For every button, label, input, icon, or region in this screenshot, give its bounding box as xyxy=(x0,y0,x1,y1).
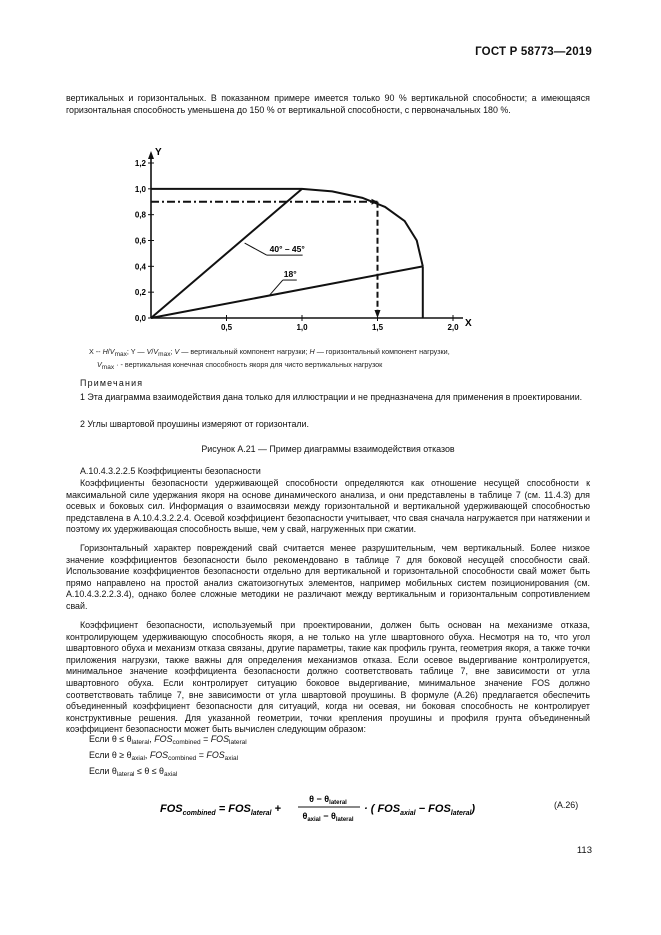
condition-2: Если $\theta \ge \theta_{axial}$, $FOS_{combined} = FOS_{axial}$ xyxy=(89,750,239,762)
y-tick-label: 1,0 xyxy=(134,184,146,194)
annotation-angle-40-45: 40° – 45° xyxy=(269,244,305,255)
interaction-chart xyxy=(95,140,495,340)
y-tick-label: 0,2 xyxy=(134,288,146,298)
note-1: 1 Эта диаграмма взаимодействия дана только для иллюстрации и не предназначена для применения в проектировании. xyxy=(80,392,583,402)
paragraph-2: Горизонтальный характер повреждений свай считается менее разрушительным, чем вертикальный. Более низкое значение коэффициентов безопасности было рекомендовано в таблице 7 для боковой несущей способности свай. Использование коэффициентов безопасности отдельно для вертикальной и горизонтальной способности свай может быть прямо направлено на простой анализ сжатоизогнутых элементов, например мобильных систем позиционирования (см. А.10.4.3.2.2.3.4), однако более сложные методики не различают между вертикальным и горизонтальным сопротивлением свай. xyxy=(66,543,590,611)
y-tick-label: 1,2 xyxy=(134,159,146,168)
y-axis-label: Y xyxy=(155,147,162,158)
x-axis-label: X xyxy=(465,318,472,329)
note-2: 2 Углы швартовой проушины измеряют от горизонтали. xyxy=(80,419,309,429)
svg-text:· ( FOSaxial − FOSlateral): · ( $FOS_{axial} - FOS_{lateral}$) xyxy=(364,803,476,817)
standard-number: ГОСТ Р 58773—2019 xyxy=(475,46,592,58)
formula-a26 xyxy=(160,790,480,830)
annotation-angle-18: 18° xyxy=(283,269,297,280)
y-tick-label: 0,6 xyxy=(134,236,146,246)
y-tick-label: 0,0 xyxy=(134,314,146,323)
notes-heading: Примечания xyxy=(80,378,144,388)
section-title: А.10.4.3.2.2.5 Коэффициенты безопасности xyxy=(80,466,261,476)
paragraph-3: Коэффициент безопасности, используемый при проектировании, должен быть основан на механизме отказа, контролирующем удерживающую способность якоря, а не только на угле швартовного обуха. Несмотря на то, что угол швартовного обуха и механизм отказа связаны, другие параметры, такие как профиль грунта, геометрия якоря, а также точки приложения нагрузки, также важны для определения механизмов отказа. Если осевое выдергивание контролируется, минимальное значение коэффициента безопасности должно соответствовать таблице 7, вне зависимости от угла швартовного обуха. Если контролирует ситуацию боковое выдергивание, минимальное значение FOS должно соответствовать таблице 7, вне зависимости от угла швартовой проушины. В формуле (А.26) предлагается обеспечить объединенный коэффициент безопасности для ситуаций, когда ни осевая, ни боковая способность не контролирует конструктивные решения. Для указанной геометрии, точки крепления проушины и профиля грунта объединенный коэффициент безопасности может быть вычислен следующим образом: xyxy=(66,620,590,735)
chart-legend xyxy=(89,347,450,373)
x-tick-label: 2,0 xyxy=(447,323,459,332)
y-axis-arrow xyxy=(148,151,154,159)
y-tick-label: 0,4 xyxy=(134,262,146,272)
formula-number: (А.26) xyxy=(554,800,579,810)
dashed-arrowhead xyxy=(375,310,381,318)
legend-line-2: $V_{max}$ · - вертикальная конечная способность якоря для чисто вертикальных нагрузок xyxy=(97,360,383,371)
svg-text:θ − θlateral: $\theta - \theta_{lateral}$ xyxy=(309,794,347,806)
y-tick-label: 0,8 xyxy=(134,210,146,220)
svg-text:FOScombined = FOSlateral +: $FOS_{combined} = FOS_{lateral}$ + xyxy=(160,803,281,817)
condition-1: Если $\theta \le \theta_{lateral}$, $FOS_{combined} = FOS_{lateral}$ xyxy=(89,734,247,746)
paragraph-1: Коэффициенты безопасности удерживающей способности определяются как отношение несущей способности к максимальной силе удержания якоря на основе динамического анализа, и они представлены в таблице 7 (см. 11.4.3) для осевых и боковых сил. Информация о взаимосвязи между горизонтальной и вертикальной удерживающей способностью представлена в А.10.4.3.2.2.4. Осевой коэффициент безопасности учитывает, что свая сначала нагружается при натяжении и поэтому их удерживающая способность выше, чем у свай, нагруженных при сжатии. xyxy=(66,478,590,535)
condition-3: Если $\theta_{lateral} \le \theta \le \theta_{axial}$ xyxy=(89,766,178,778)
x-tick-label: 0,5 xyxy=(220,323,233,332)
svg-text:θaxial − θlateral: $\theta_{axial} - \theta_{lateral}$ xyxy=(302,811,354,823)
x-tick-label: 1,0 xyxy=(296,323,308,332)
annotation-leader-1 xyxy=(245,243,267,255)
intro-paragraph: вертикальных и горизонтальных. В показанном примере имеется только 90 % вертикальной способности; а имеющаяся горизонтальная способность уменьшена до 150 % от вертикальной способности, с первоначальных 180 %. xyxy=(66,93,590,115)
legend-line-1: X -- $H/V_{max}$; Y — $V/V_{max}$; V — вертикальный компонент нагрузки; H — горизонтальный компонент нагрузки, xyxy=(89,347,450,358)
x-tick-label: 1,5 xyxy=(371,323,384,332)
figure-caption: Рисунок А.21 — Пример диаграммы взаимодействия отказов xyxy=(201,444,455,454)
page-number: 113 xyxy=(576,845,592,856)
